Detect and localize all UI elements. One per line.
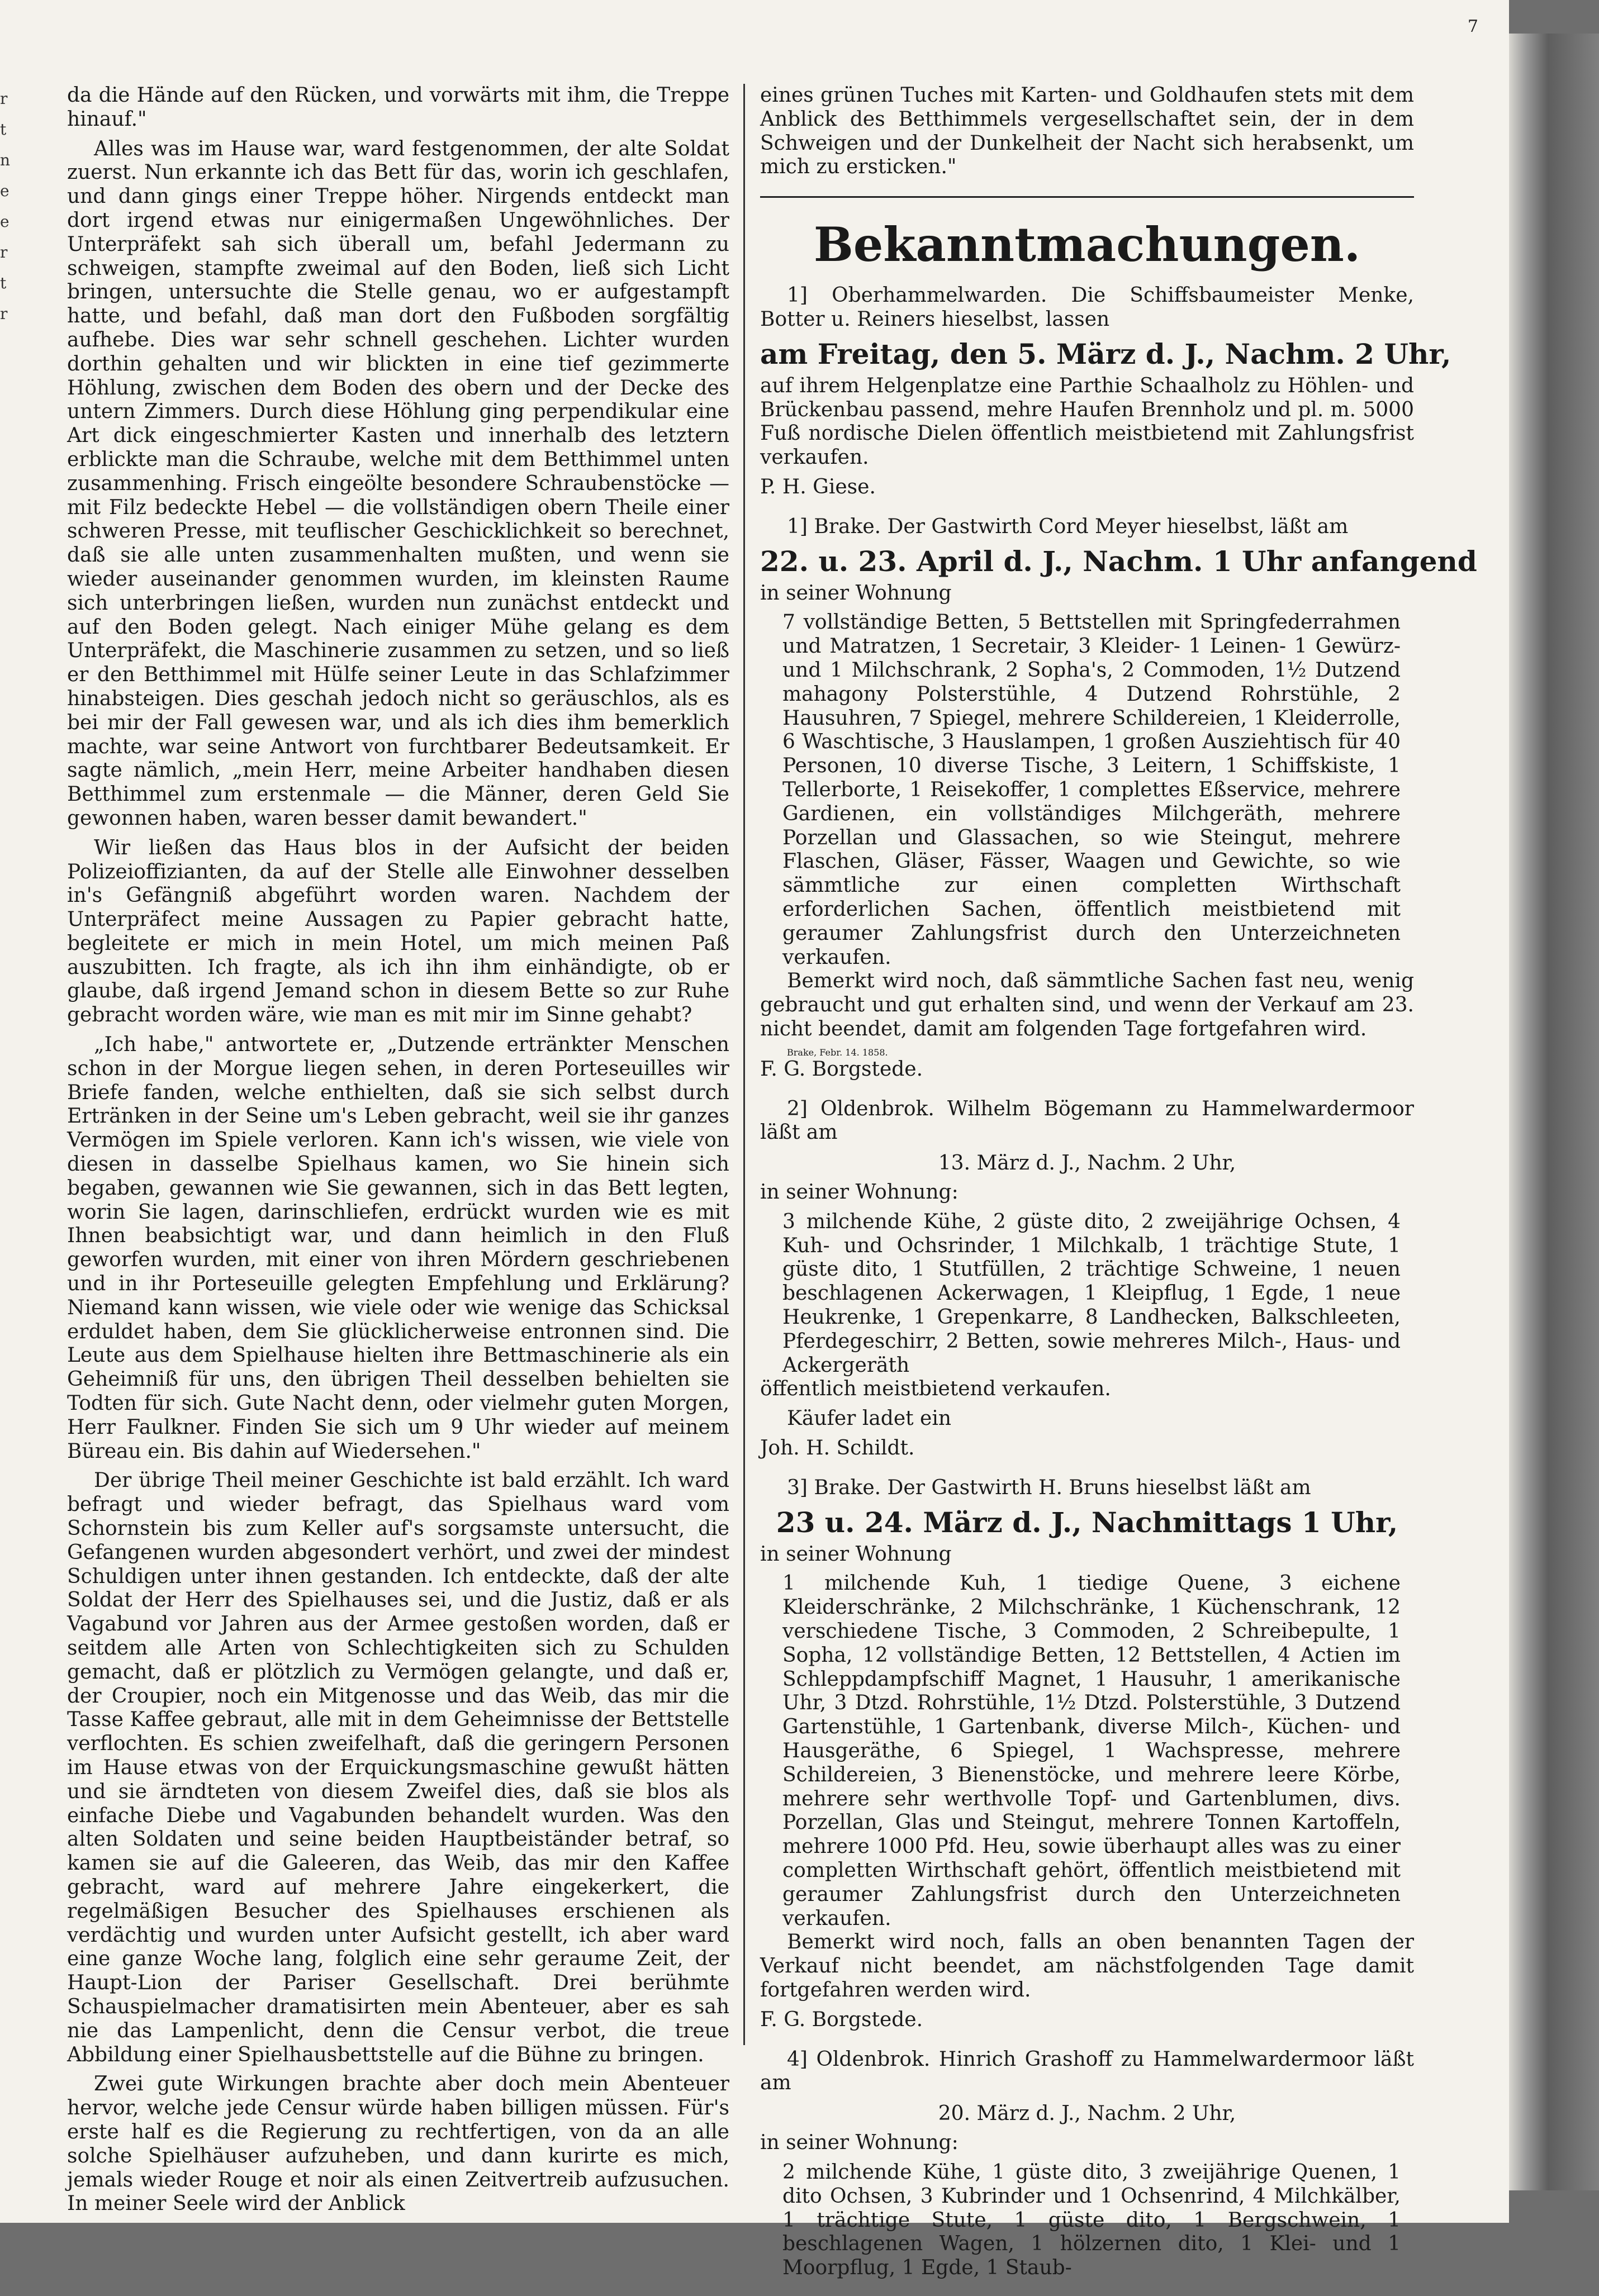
announcement-date: am Freitag, den 5. März d. J., Nachm. 2 Uhr, — [760, 337, 1451, 370]
story-paragraph: „Ich habe," antwortete er, „Dutzende ertränkter Menschen schon in der Morgue liegen sehen, in deren Porteseuilles wir Briefe fanden, welche enthielten, daß sie sich selbst durch Ertränken in der Seine um's Leben gebracht, weil sie ihr ganzes Vermögen im Spiele verloren. Kann ich's wissen, wie viele von diesen in dasselbe Spielhaus kamen, wo Sie hinein sich begaben, gewannen wie Sie gewannen, sich in das Bett legten, worin Sie lagen, darinschliefen, erdrückt wurden wie es mit Ihnen beabsichtigt war, und dann heimlich in den Fluß geworfen wurden, mit einer von ihren Mördern geschriebenen und in ihr Porteseuille gelegten Empfehlung und Erklärung? Niemand kann wissen, wie viele oder wie wenige das Schicksal erduldet haben, dem Sie glücklicherweise entronnen sind. Die Leute aus dem Spielhause hielten ihre Bettmaschinerie als ein Geheimniß für uns, den übrigen Theil desselben behielten sie Todten für sich. Gute Nacht denn, oder vielmehr guten Morgen, Herr Faulkner. Finden Sie sich um 9 Uhr wieder auf meinem Büreau ein. Bis dahin auf Wiedersehen." — [67, 1033, 729, 1463]
announcement-text: 2] Oldenbrok. Wilhelm Bögemann zu Hammelwardermoor läßt am — [760, 1097, 1414, 1144]
story-paragraph: Alles was im Hause war, ward festgenommen, der alte Soldat zuerst. Nun erkannte ich das Bett für das, worin ich geschlafen, und dann gings einer Treppe höher. Nirgends entdeckt man dort irgend etwas nur einigermaßen Ungewöhnliches. Der Unterpräfekt sah sich überall um, befahl Jedermann zu schweigen, stampfte zweimal auf den Boden, ließ sich Licht bringen, untersuchte die Stelle genau, wo er aufgestampft hatte, und befahl, daß man dort den Fußboden sorgfältig aufhebe. Dies war sehr schnell geschehen. Lichter wurden dorthin gehalten und wir blickten in eine tief gezimmerte Höhlung, zwischen dem Boden des obern und der Decke des untern Zimmers. Durch diese Höhlung ging perpendikular eine Art dick eingeschmierter Kasten und innerhalb des letztern erblickte man die Schraube, welche mit dem Betthimmel unten zusammenhing. Frisch eingeölte besondere Schraubenstöcke — mit Filz bedeckte Hebel — die vollständigen obern Theile einer schweren Presse, mit teuflischer Geschicklichkeit so berechnet, daß sie alle unten zusammenhalten mußten, und wenn sie wieder auseinander genommen wurden, im kleinsten Raume sich unterbringen ließen, wurden nun zunächst entdeckt und auf den Boden gelegt. Nach einiger Mühe gelang es dem Unterpräfekt, die Maschinerie zusammen zu setzen, und so ließ er den Betthimmel mit Hülfe seiner Leute in das Schlafzimmer hinabsteigen. Dies geschah jedoch nicht so geräuschlos, als es bei mir der Fall gewesen war, und als ich dies ihm bemerklich machte, war seine Antwort von furchtbarer Bedeutsamkeit. Er sagte nämlich, „mein Herr, meine Arbeiter handhaben diesen Betthimmel zum erstenmale — die Männer, deren Geld Sie gewonnen haben, waren besser damit bewandert." — [67, 137, 729, 830]
story-paragraph: Wir ließen das Haus blos in der Aufsicht der beiden Polizeioffizianten, da auf der Stelle alle Einwohner desselben in's Gefängniß abgeführt worden waren. Nachdem der Unterpräfect meine Aussagen zu Papier gebracht hatte, begleitete er mich in mein Hotel, um mich meinen Paß auszubitten. Ich fragte, als ich ihn ihm einhändigte, ob er glaube, daß irgend Jemand schon in diesem Bette so zur Ruhe gebracht worden wäre, wie man es mit mir im Sinne gehabt? — [67, 836, 729, 1027]
page-number: 7 — [1467, 17, 1478, 36]
announcement-note: Bemerkt wird noch, daß sämmtliche Sachen fast neu, wenig gebraucht und gut erhalten sind, und wenn der Verkauf am 23. nicht beendet, damit am folgenden Tage fortgefahren wird. — [760, 969, 1414, 1040]
announcement-items: 2 milchende Kühe, 1 güste dito, 3 zweijährige Quenen, 1 dito Ochsen, 3 Kubrinder und 1 Ochsenrind, 4 Milchkälber, 1 trächtige Stute, 1 güste dito, 1 Bergschwein, 1 beschlagenen Wagen, 1 hölzernen dito, 1 Klei- und 1 Moorpflug, 1 Egde, 1 Staub- — [782, 2160, 1401, 2280]
announcement-date: 20. März d. J., Nachm. 2 Uhr, — [938, 2102, 1236, 2126]
announcement-location: in seiner Wohnung: — [760, 1181, 959, 1204]
announcement-date: 13. März d. J., Nachm. 2 Uhr, — [938, 1152, 1236, 1175]
announcement-text: 4] Oldenbrok. Hinrich Grashoff zu Hammelwardermoor läßt am — [760, 2047, 1414, 2095]
announcement-body: auf ihrem Helgenplatze eine Parthie Schaalholz zu Höhlen- und Brückenbau passend, mehre Haufen Brennholz und pl. m. 5000 Fuß nordische Dielen öffentlich meistbietend mit Zahlungsfrist verkaufen. — [760, 374, 1414, 469]
announcement-tail: Käufer ladet ein — [787, 1407, 952, 1430]
announcement-date: 23 u. 24. März d. J., Nachmittags 1 Uhr, — [776, 1505, 1398, 1539]
announcement-text: 1] Brake. Der Gastwirth Cord Meyer hieselbst, läßt am — [787, 515, 1349, 538]
section-heading: Bekanntmachungen. — [813, 217, 1361, 273]
announcement-closing — [760, 1047, 1414, 1058]
announcement-signature: F. G. Borgstede. — [760, 2008, 923, 2031]
announcement-items: 7 vollständige Betten, 5 Bettstellen mit Springfederrahmen und Matratzen, 1 Secretair, 3 Kleider- 1 Leinen- 1 Gewürz- und 1 Milchschrank, 2 Sopha's, 2 Commoden, 1½ Dutzend mahagony Polsterstühle, 4 Dutzend Rohrstühle, 2 Hausuhren, 7 Spiegel, mehrere Schildereien, 1 Kleiderrolle, 6 Waschtische, 3 Hauslampen, 1 großen Ausziehtisch für 40 Personen, 10 diverse Tische, 3 Leitern, 1 Schiffskiste, 1 Tellerborte, 1 Reisekoffer, 1 complettes Eßservice, mehrere Gardienen, ein vollständiges Milchgeräth, mehrere Porzellan und Glassachen, so wie Steingut, mehrere Flaschen, Gläser, Fässer, Waagen und Gewichte, so wie sämmtliche zur einen completten Wirthschaft erforderlichen Sachen, öffentlich meistbietend mit geraumer Zahlungsfrist durch den Unterzeichneten verkaufen. — [782, 611, 1401, 969]
announcement-location: in seiner Wohnung — [760, 1542, 952, 1566]
announcement-2 — [760, 515, 1477, 1082]
announcement-location: in seiner Wohnung: — [760, 2131, 959, 2155]
announcement-items: 3 milchende Kühe, 2 güste dito, 2 zweijährige Ochsen, 4 Kuh- und Ochsrinder, 1 Milchkalb, 1 trächtige Stute, 1 güste dito, 1 Stutfüllen, 2 trächtige Schweine, 1 neuen beschlagenen Ackerwagen, 1 Kleipflug, 1 Egde, 1 neue Heukrenke, 1 Grepenkarre, 8 Landhecken, Balkschleeten, Pferdegeschirr, 2 Betten, sowie mehreres Milch-, Haus- und Ackergeräth — [782, 1210, 1401, 1377]
announcement-note: Bemerkt wird noch, falls an oben benannten Tagen der Verkauf nicht beendet, am nächstfolgenden Tage damit fortgefahren werden wird. — [760, 1931, 1414, 2002]
announcement-text: 1] Oberhammelwarden. Die Schiffsbaumeister Menke, Botter u. Reiners hieselbst, lassen — [760, 284, 1414, 331]
right-column — [760, 84, 1477, 2296]
story-paragraph: Zwei gute Wirkungen brachte aber doch mein Abenteuer hervor, welche jede Censur würde haben billigen müssen. Für's erste half es die Regierung zu rechtfertigen, von da an alle solche Spielhäuser aufzuheben, und dann kurirte es mich, jemals wieder Rouge et noir als einen Zeitvertreib aufzusuchen. In meiner Seele wird der Anblick — [67, 2072, 729, 2216]
binding-margin: r t n e e r t r — [0, 89, 11, 323]
announcement-location: in seiner Wohnung — [760, 581, 952, 605]
section-rule — [760, 196, 1414, 198]
story-ending: eines grünen Tuches mit Karten- und Goldhaufen stets mit dem Anblick des Betthimmels vergesellschaftet sein, der in dem Schweigen und der Dunkelheit der Nacht sich herabsenkt, um mich zu ersticken." — [760, 84, 1414, 179]
announcement-tail: öffentlich meistbietend verkaufen. — [760, 1377, 1111, 1401]
left-column — [67, 84, 729, 2222]
announcement-place-date: Brake, Febr. 14. 1858. — [787, 1047, 888, 1058]
story-paragraph: da die Hände auf den Rücken, und vorwärts mit ihm, die Treppe hinauf." — [67, 84, 729, 131]
announcement-4 — [760, 1476, 1414, 2032]
announcement-date: 22. u. 23. April d. J., Nachm. 1 Uhr anfangend — [760, 544, 1477, 578]
announcement-1 — [760, 284, 1451, 500]
announcement-signature: F. G. Borgstede. — [760, 1057, 923, 1081]
column-divider — [743, 84, 745, 2045]
announcement-text: 3] Brake. Der Gastwirth H. Bruns hieselbst läßt am — [787, 1476, 1311, 1499]
announcement-signature: Joh. H. Schildt. — [760, 1437, 915, 1460]
story-paragraph: Der übrige Theil meiner Geschichte ist bald erzählt. Ich ward befragt und wieder befragt, das Spielhaus ward vom Schornstein bis zum Keller auf's sorgsamste untersucht, die Gefangenen wurden abgesondert verhört, und zwei der mindest Schuldigen unter ihnen gestanden. Ich entdeckte, daß der alte Soldat der Herr des Spielhauses sei, und die Justiz, daß er als Vagabund vor Jahren aus der Armee gestoßen worden, daß er seitdem alle Arten von Schlechtigkeiten sich zu Schulden gemacht, daß er plötzlich zu Vermögen gelangte, und daß er, der Croupier, noch ein Mitgenosse und das Weib, das mir die Tasse Kaffee gebraut, alle mit in dem Geheimnisse der Bettstelle verflochten. Es schien zweifelhaft, daß die geringern Personen im Hause etwas von der Erquickungsmaschine gewußt hätten und sie ärndteten von diesem Zweifel dies, daß sie blos als einfache Diebe und Vagabunden behandelt wurden. Was den alten Soldaten und seine beiden Hauptbeiständer betraf, so kamen sie auf die Galeeren, das Weib, das mir den Kaffee gebracht, ward auf mehrere Jahre eingekerkert, die regelmäßigen Besucher des Spielhauses erschienen als verdächtig und wurden unter Aufsicht gestellt, ich aber ward eine ganze Woche lang, folglich eine sehr geraume Zeit, der Haupt-Lion der Pariser Gesellschaft. Drei berühmte Schauspielmacher dramatisirten mein Abenteuer, aber es sah nie das Lampenlicht, denn die Censur verbot, die treue Abbildung einer Spielhausbettstelle auf die Bühne zu bringen. — [67, 1469, 729, 2066]
announcement-3 — [760, 1097, 1414, 1461]
book-edge — [1509, 34, 1599, 2190]
announcement-items: 1 milchende Kuh, 1 tiedige Quene, 3 eichene Kleiderschränke, 2 Milchschränke, 1 Küchenschrank, 12 verschiedene Tische, 3 Commoden, 2 Schreibepulte, 1 Sopha, 12 vollständige Betten, 12 Bettstellen, 4 Actien im Schleppdampfschiff Magnet, 1 Hausuhr, 1 amerikanische Uhr, 3 Dtzd. Rohrstühle, 1½ Dtzd. Polsterstühle, 3 Dutzend Gartenstühle, 1 Gartenbank, diverse Milch-, Küchen- und Hausgeräthe, 6 Spiegel, 1 Wachspresse, mehrere Schildereien, 3 Bienenstöcke, und mehrere leere Körbe, mehrere sehr werthvolle Topf- und Gartenblumen, divs. Porzellan, Glas und Steingut, mehrere Tonnen Kartoffeln, mehrere 1000 Pfd. Heu, sowie überhaupt alles was zu einer completten Wirthschaft gehört, öffentlich meistbietend mit geraumer Zahlungsfrist durch den Unterzeichneten verkaufen. — [782, 1572, 1401, 1930]
announcement-5 — [760, 2048, 1414, 2280]
announcement-signature: P. H. Giese. — [760, 475, 876, 498]
